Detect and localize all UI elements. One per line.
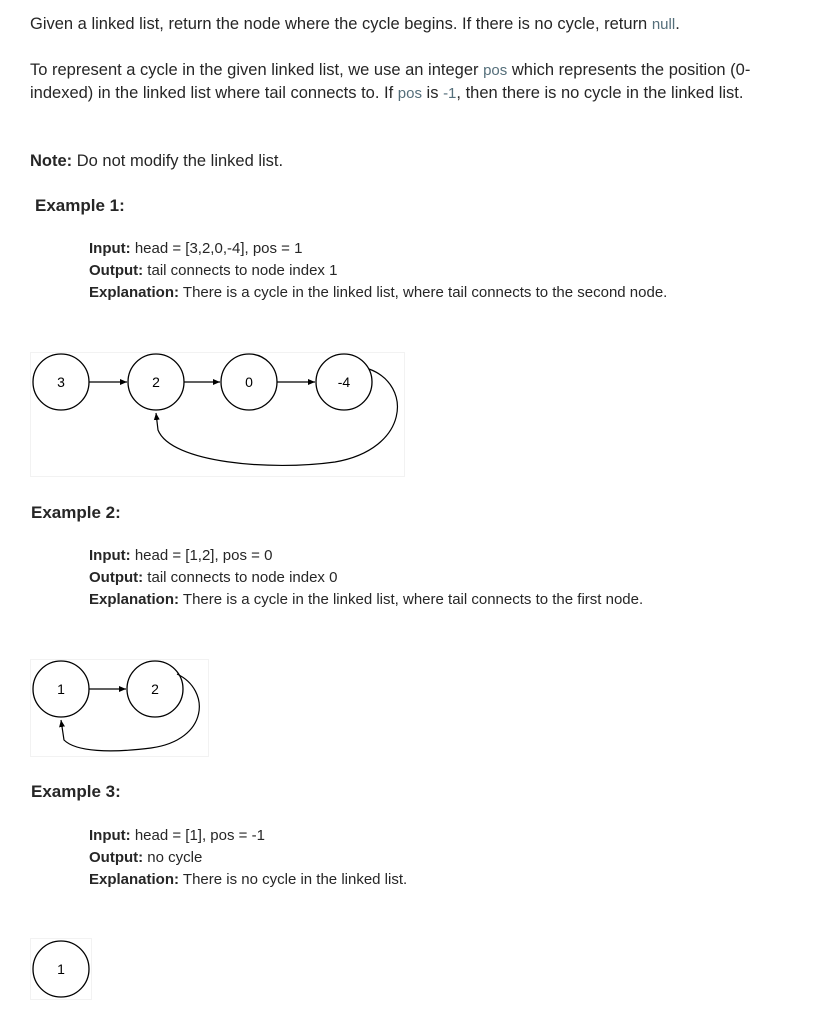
example-2-input-value: head = [1,2], pos = 0 [130,547,273,564]
example-3-output [89,847,407,869]
node-label-1: 3 [57,374,65,390]
node-label-2: 2 [151,681,159,697]
example-2-explanation-value: There is a cycle in the linked list, where tail connects to the first node. [179,591,644,608]
example-1-linked-list-svg [31,353,404,476]
output-label: Output: [89,849,144,866]
pos-code-2: pos [397,85,422,102]
example-2-output [89,567,643,589]
example-2-block [89,545,643,611]
negative-one-code: -1 [443,85,457,102]
cycle-representation-paragraph [30,59,800,105]
example-1-title: Example 1: [35,196,125,215]
example-1-output [89,260,667,282]
node-label-1: 1 [57,681,65,697]
input-label: Input: [89,240,131,257]
representation-text-4: , then there is no cycle in the linked list. [456,84,744,102]
problem-statement [30,13,810,36]
representation-text-1: To represent a cycle in the given linked list, we use an integer [30,61,484,79]
node-label-4: -4 [337,374,351,390]
example-3-explanation-value: There is no cycle in the linked list. [179,871,408,888]
example-2-title: Example 2: [31,503,121,522]
problem-statement-text: Given a linked list, return the node where the cycle begins. If there is no cycle, return [30,15,652,33]
example-2-linked-list-svg [31,660,208,756]
example-2-explanation [89,589,643,611]
example-1-input-value: head = [3,2,0,-4], pos = 1 [130,240,303,257]
example-3-linked-list-svg [31,939,91,999]
pos-code: pos [483,62,508,79]
problem-statement-end: . [675,15,680,33]
explanation-label: Explanation: [89,284,180,301]
example-1-diagram [31,353,404,476]
note-label: Note: [30,152,73,170]
example-1-block [89,238,667,304]
example-3-title: Example 3: [31,782,121,801]
example-3-input [89,825,407,847]
input-label: Input: [89,827,131,844]
representation-text-3: is [421,84,444,102]
example-3-diagram [31,939,91,999]
representation-text-2: which represents the position (0-indexed) in the linked list where tail connects to. If [30,61,751,102]
note-paragraph [30,150,283,173]
node-label-2: 2 [152,374,160,390]
example-1-explanation-value: There is a cycle in the linked list, where tail connects to the second node. [179,284,668,301]
example-1-explanation [89,282,667,304]
note-text: Do not modify the linked list. [72,152,284,170]
example-2-diagram [31,660,208,756]
example-1-input [89,238,667,260]
explanation-label: Explanation: [89,591,180,608]
example-3-output-value: no cycle [143,849,203,866]
input-label: Input: [89,547,131,564]
null-code: null [651,16,676,33]
explanation-label: Explanation: [89,871,180,888]
node-label-3: 0 [245,374,253,390]
example-2-input [89,545,643,567]
node-label-1: 1 [57,961,65,977]
output-label: Output: [89,569,144,586]
example-1-output-value: tail connects to node index 1 [143,262,338,279]
example-3-input-value: head = [1], pos = -1 [130,827,265,844]
example-3-block [89,825,407,891]
output-label: Output: [89,262,144,279]
example-3-explanation [89,869,407,891]
example-2-output-value: tail connects to node index 0 [143,569,338,586]
